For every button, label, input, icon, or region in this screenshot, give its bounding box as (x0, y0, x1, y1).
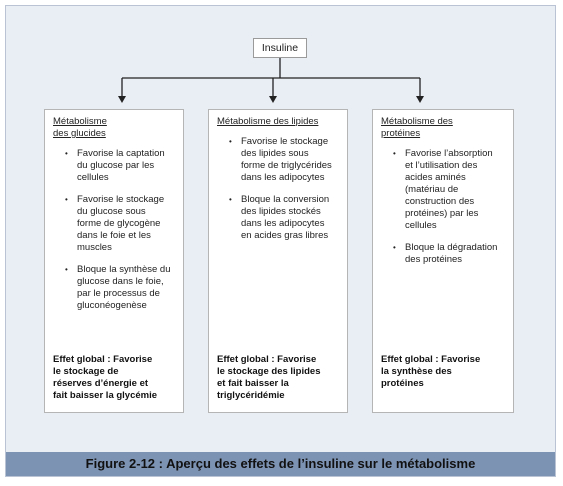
bullet-line: cellules (405, 220, 437, 231)
bullet-line: glucose dans le foie, (77, 276, 164, 287)
effect-line: réserves d’énergie et (53, 378, 149, 389)
glucides-bullet-list (53, 148, 175, 312)
lipides-title (217, 116, 339, 128)
bullet-line: en acides gras libres (241, 230, 329, 241)
bullet-line: (matériau de (405, 184, 459, 195)
effect-line: Effet global : Favorise (381, 354, 481, 365)
effect-line: fait baisser la glycémie (53, 390, 158, 401)
effect-line: protéines (381, 378, 424, 389)
lipides-global-effect (217, 354, 341, 402)
bullet-item (393, 242, 505, 266)
bullet-line: construction des (405, 196, 475, 207)
bullet-icon: • (229, 195, 232, 204)
effect-line: et fait baisser la (217, 378, 289, 389)
effect-line: Effet global : Favorise (217, 354, 317, 365)
bullet-line: du glucose sous (77, 206, 146, 217)
bullet-icon: • (229, 137, 232, 146)
bullet-line: dans le foie et les (77, 230, 151, 241)
bullet-line: Bloque la synthèse du (77, 264, 171, 275)
effect-line: triglycéridémie (217, 390, 285, 401)
bullet-line: cellules (77, 172, 109, 183)
bullet-line: et l’utilisation des (405, 160, 478, 171)
effect-line: le stockage des lipides (217, 366, 321, 377)
bullet-line: Favorise l’absorption (405, 148, 493, 159)
proteines-box (372, 109, 514, 413)
bullet-line: protéines) par les (405, 208, 479, 219)
arrowhead-lipides (269, 96, 277, 103)
bullet-line: acides aminés (405, 172, 466, 183)
arrowhead-proteines (416, 96, 424, 103)
title-line: Métabolisme des lipides (217, 116, 319, 127)
bullet-line: Bloque la dégradation (405, 242, 498, 253)
glucides-global-effect (53, 354, 177, 402)
effect-line: Effet global : Favorise (53, 354, 153, 365)
figure-caption: Figure 2-12 : Aperçu des effets de l’insuline sur le métabolisme (6, 452, 555, 476)
bullet-line: muscles (77, 242, 112, 253)
bullet-line: dans les adipocytes (241, 172, 325, 183)
bullet-line: forme de glycogène (77, 218, 161, 229)
bullet-line: des protéines (405, 254, 463, 265)
effect-line: le stockage de (53, 366, 119, 377)
bullet-line: Favorise le stockage (241, 136, 329, 147)
proteines-title (381, 116, 505, 140)
bullet-line: gluconéogenèse (77, 300, 147, 311)
bullet-item (65, 264, 175, 312)
bullet-item (65, 194, 175, 254)
bullet-line: par le processus de (77, 288, 160, 299)
bullet-line: Favorise la captation (77, 148, 165, 159)
insuline-node: Insuline (253, 38, 307, 58)
title-line: des glucides (53, 128, 106, 139)
bullet-icon: • (65, 149, 68, 158)
bullet-line: Bloque la conversion (241, 194, 330, 205)
bullet-item (393, 148, 505, 232)
bullet-line: des lipides sous (241, 148, 309, 159)
bullet-line: du glucose par les (77, 160, 155, 171)
bullet-line: dans les adipocytes (241, 218, 325, 229)
title-line: Métabolisme (53, 116, 107, 127)
effect-line: la synthèse des (381, 366, 452, 377)
title-line: Métabolisme des (381, 116, 453, 127)
bullet-item (229, 136, 339, 184)
bullet-icon: • (393, 149, 396, 158)
bullet-item (65, 148, 175, 184)
bullet-icon: • (393, 243, 396, 252)
bullet-line: forme de triglycérides (241, 160, 332, 171)
bullet-icon: • (65, 265, 68, 274)
glucides-title (53, 116, 175, 140)
proteines-bullet-list (381, 148, 505, 266)
lipides-bullet-list (217, 136, 339, 242)
bullet-line: des lipides stockés (241, 206, 321, 217)
lipides-box (208, 109, 348, 413)
bullet-line: Favorise le stockage (77, 194, 165, 205)
proteines-global-effect (381, 354, 507, 390)
bullet-item (229, 194, 339, 242)
arrowhead-glucides (118, 96, 126, 103)
glucides-box (44, 109, 184, 413)
title-line: protéines (381, 128, 421, 139)
bullet-icon: • (65, 195, 68, 204)
